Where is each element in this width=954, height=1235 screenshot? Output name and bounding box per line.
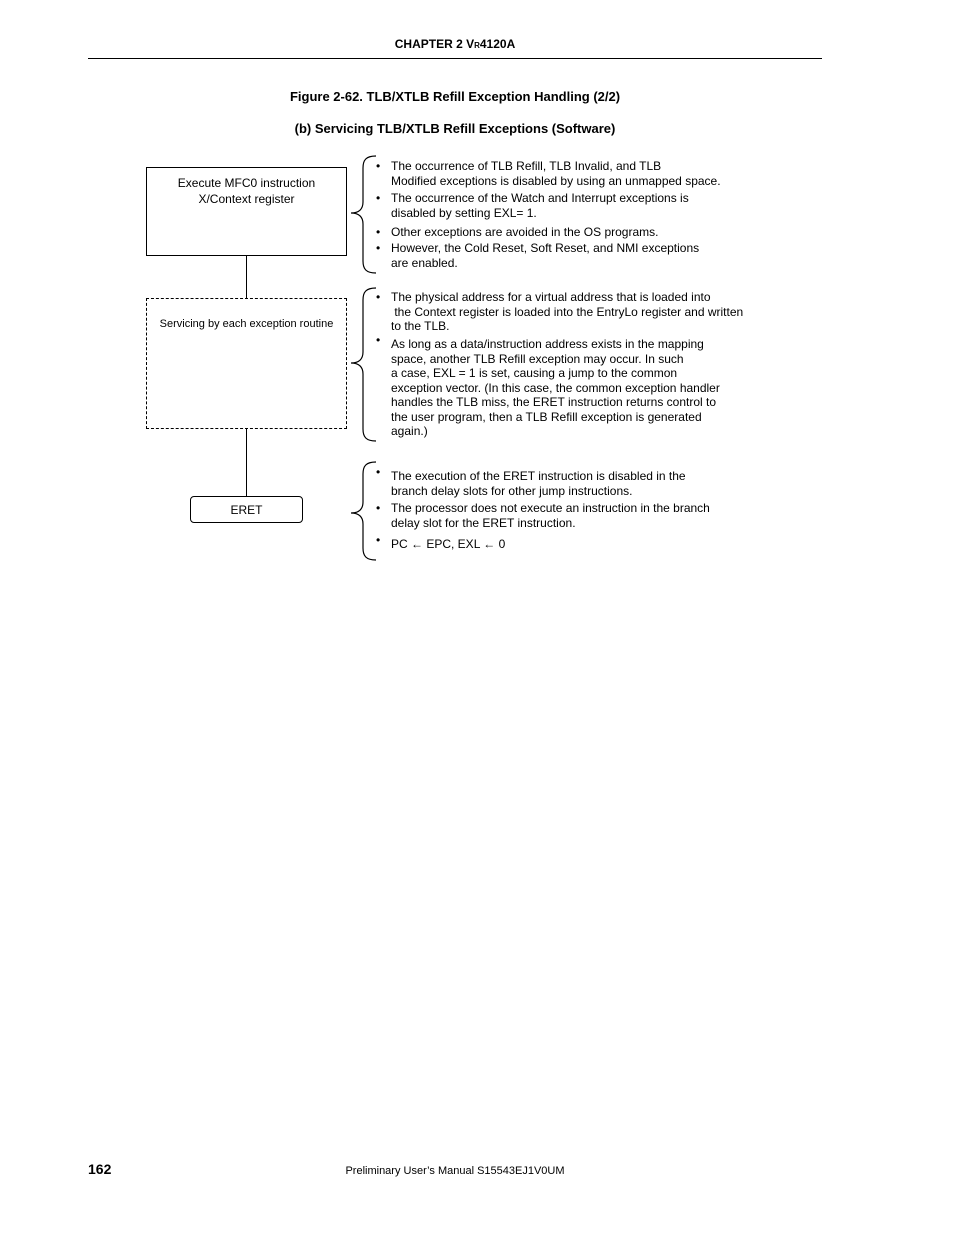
note-item: [376, 333, 791, 439]
note-item: [376, 159, 791, 188]
note-item: [376, 241, 791, 270]
chapter-suffix: 4120A: [479, 37, 516, 51]
note-line: The execution of the ERET instruction is disabled in the: [391, 469, 686, 483]
note-line: branch delay slots for other jump instructions.: [391, 483, 633, 498]
brace-1: [351, 156, 376, 273]
note-line: Modified exceptions is disabled by using an unmapped space.: [391, 173, 721, 188]
note-item: [376, 290, 791, 334]
footer-manual-id: Preliminary User’s Manual S15543EJ1V0UM: [345, 1165, 565, 1177]
note-line: are enabled.: [391, 255, 458, 270]
figure-subtitle: (b) Servicing TLB/XTLB Refill Exceptions (Software): [294, 121, 616, 136]
note-item: [376, 501, 791, 530]
bullet-icon: •: [376, 225, 381, 239]
flow-box-mfc0-line2: X/Context register: [198, 192, 295, 206]
bullet-icon: •: [376, 501, 381, 515]
note-line: As long as a data/instruction address exists in the mapping: [391, 337, 704, 351]
flow-box-servicing-label: Servicing by each exception routine: [159, 318, 334, 330]
note-item: [376, 533, 791, 552]
note-item: [376, 465, 791, 498]
note-line: disabled by setting EXL= 1.: [391, 205, 537, 220]
note-line: The occurrence of the Watch and Interrupt exceptions is: [391, 191, 689, 205]
bullet-icon: •: [376, 533, 381, 547]
note-line: However, the Cold Reset, Soft Reset, and NMI exceptions: [391, 241, 700, 255]
note-line: exception vector. (In this case, the common exception handler: [391, 380, 720, 395]
note-item: [376, 225, 791, 240]
flow-box-mfc0-line1: Execute MFC0 instruction: [177, 176, 316, 190]
note-item: [376, 191, 791, 220]
note-line: a case, EXL = 1 is set, causing a jump to the common: [391, 366, 678, 380]
bullet-icon: •: [376, 159, 381, 173]
flow-box-eret-label: ERET: [230, 503, 263, 517]
chapter-subscript: R: [474, 41, 480, 50]
bullet-icon: •: [376, 333, 381, 347]
note-line: again.): [391, 424, 428, 438]
note-line: delay slot for the ERET instruction.: [391, 515, 576, 530]
note-line: The occurrence of TLB Refill, TLB Invalid, and TLB: [391, 159, 662, 173]
brace-3: [351, 462, 376, 560]
bullet-icon: •: [376, 241, 381, 255]
note-line: handles the TLB miss, the ERET instruction returns control to: [391, 395, 717, 409]
bullet-icon: •: [376, 191, 381, 205]
note-line: the Context register is loaded into the EntryLo register and written: [391, 304, 744, 319]
figure-title: Figure 2-62. TLB/XTLB Refill Exception Handling (2/2): [289, 89, 621, 104]
page-number: 162: [88, 1161, 112, 1177]
note-line: space, another TLB Refill exception may occur. In such: [391, 351, 684, 366]
bullet-icon: •: [376, 465, 381, 479]
note-line: the user program, then a TLB Refill exception is generated: [391, 409, 702, 424]
brace-2: [351, 288, 376, 441]
chapter-label: CHAPTER 2 V: [394, 37, 475, 51]
note-line: PC ← EPC, EXL ← 0: [391, 537, 506, 551]
note-line: to the TLB.: [391, 319, 450, 333]
note-line: Other exceptions are avoided in the OS programs.: [391, 225, 659, 239]
note-line: The physical address for a virtual address that is loaded into: [391, 290, 711, 304]
note-line: The processor does not execute an instruction in the branch: [391, 501, 710, 515]
bullet-icon: •: [376, 290, 381, 304]
